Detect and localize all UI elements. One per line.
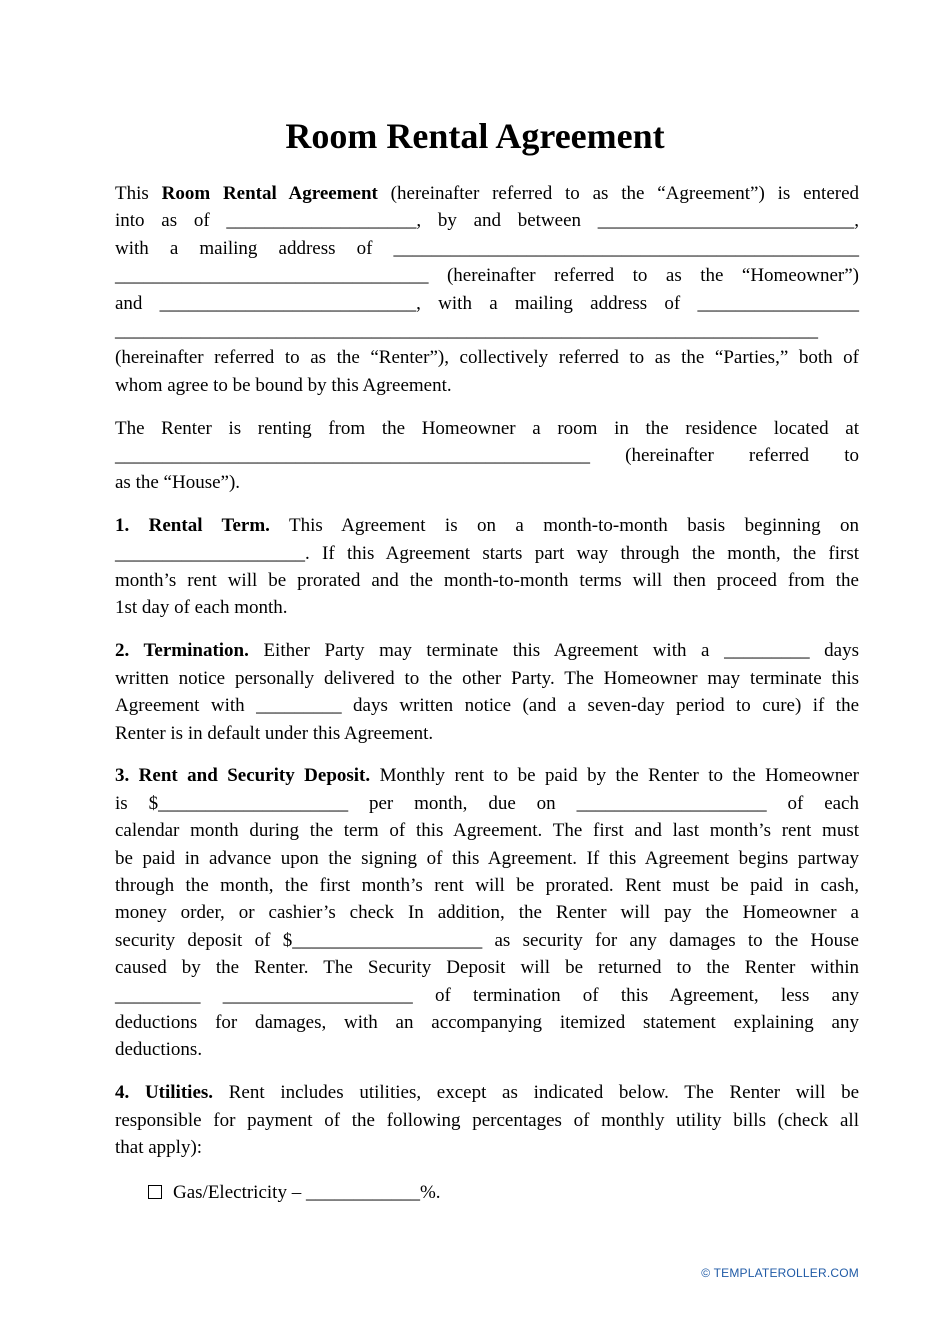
templateroller-link[interactable]: TEMPLATEROLLER.COM — [713, 1266, 859, 1280]
rent-line-3: calendar month during the term of this Agreement. The first and last month’s rent must — [115, 820, 859, 842]
agreement-name: Room Rental Agreement — [161, 183, 378, 204]
rent-line-5: through the month, the first month’s rent will be prorated. Rent must be paid in cash, — [115, 874, 859, 896]
intro-text: (hereinafter referred to as the “Agreement”) is entered — [377, 183, 860, 204]
section-termination — [115, 637, 859, 747]
intro-paragraph — [115, 180, 859, 399]
rent-line-6: money order, or cashier’s check In addition, the Renter will pay the Homeowner a — [115, 902, 859, 924]
rent-line-2: is $____________________ per month, due on ____________________ of each — [115, 792, 859, 814]
utilities-line-2: responsible for payment of the following percentages of monthly utility bills (check all — [115, 1109, 859, 1131]
termination-line-3: Agreement with _________ days written notice (and a seven-day period to cure) if the — [115, 695, 859, 717]
intro-line-1 — [115, 180, 859, 207]
section-heading: 3. Rent and Security Deposit. — [115, 765, 371, 787]
rent-line-8: caused by the Renter. The Security Deposit will be returned to the Renter within — [115, 957, 859, 979]
rental-term-line-2: ____________________. If this Agreement starts part way through the month, the first — [115, 542, 859, 564]
house-line-1: The Renter is renting from the Homeowner a room in the residence located at — [115, 417, 859, 439]
intro-text: This — [115, 183, 162, 204]
utilities-line-1 — [115, 1079, 859, 1106]
intro-line-6: __________________________________________________________________________ — [115, 319, 818, 341]
intro-line-5: and ___________________________, with a mailing address of _________________ — [115, 292, 859, 314]
rent-line-11: deductions. — [115, 1039, 203, 1061]
document-title: Room Rental Agreement — [285, 116, 665, 156]
section-text: Either Party may terminate this Agreement with a _________ days — [248, 640, 859, 662]
section-heading: 4. Utilities. — [115, 1082, 214, 1104]
rent-line-9: _________ ____________________ of termination of this Agreement, less any — [115, 984, 859, 1006]
section-text: Rent includes utilities, except as indicated below. The Renter will be — [213, 1082, 859, 1104]
house-paragraph — [115, 415, 859, 497]
rent-line-7: security deposit of $____________________ as security for any damages to the House — [115, 929, 859, 951]
rental-term-line-4: 1st day of each month. — [115, 597, 288, 619]
section-heading: 2. Termination. — [115, 640, 249, 662]
termination-line-1 — [115, 637, 859, 664]
footer-watermark — [701, 1266, 859, 1280]
intro-line-7: (hereinafter referred to as the “Renter”), collectively referred to as the “Parties,” both of — [115, 347, 859, 369]
intro-line-8: whom agree to be bound by this Agreement. — [115, 374, 452, 396]
utilities-line-3: that apply): — [115, 1137, 203, 1158]
section-utilities — [115, 1079, 859, 1161]
rent-line-10: deductions for damages, with an accompanying itemized statement explaining any — [115, 1011, 859, 1033]
termination-line-2: written notice personally delivered to the other Party. The Homeowner may terminate this — [115, 667, 859, 689]
house-line-2: __________________________________________________ (hereinafter referred to — [115, 445, 859, 467]
utility-option-gas-electricity[interactable] — [115, 1179, 859, 1206]
section-text: This Agreement is on a month-to-month basis beginning on — [269, 515, 860, 537]
section-rental-term — [115, 512, 859, 622]
intro-line-3: with a mailing address of _________________________________________________ — [115, 237, 859, 259]
rental-term-line-1 — [115, 512, 859, 539]
utility-option-label: Gas/Electricity – ____________%. — [173, 1182, 441, 1204]
rental-term-line-3: month’s rent will be prorated and the month-to-month terms will then proceed from the — [115, 570, 859, 592]
rent-line-4: be paid in advance upon the signing of this Agreement. If this Agreement begins partway — [115, 847, 859, 869]
section-text: Monthly rent to be paid by the Renter to the Homeowner — [370, 765, 859, 787]
checkbox-gas-electricity[interactable] — [148, 1185, 162, 1199]
rent-line-1 — [115, 762, 859, 789]
section-heading: 1. Rental Term. — [115, 515, 270, 537]
copyright-symbol: © — [701, 1266, 711, 1280]
house-line-3: as the “House”). — [115, 472, 241, 494]
intro-line-2: into as of ____________________, by and between ___________________________, — [115, 210, 859, 232]
agreement-body — [115, 180, 859, 1207]
termination-line-4: Renter is in default under this Agreement. — [115, 722, 434, 744]
intro-line-4: _________________________________ (hereinafter referred to as the “Homeowner”) — [115, 265, 859, 287]
section-rent-deposit — [115, 762, 859, 1063]
